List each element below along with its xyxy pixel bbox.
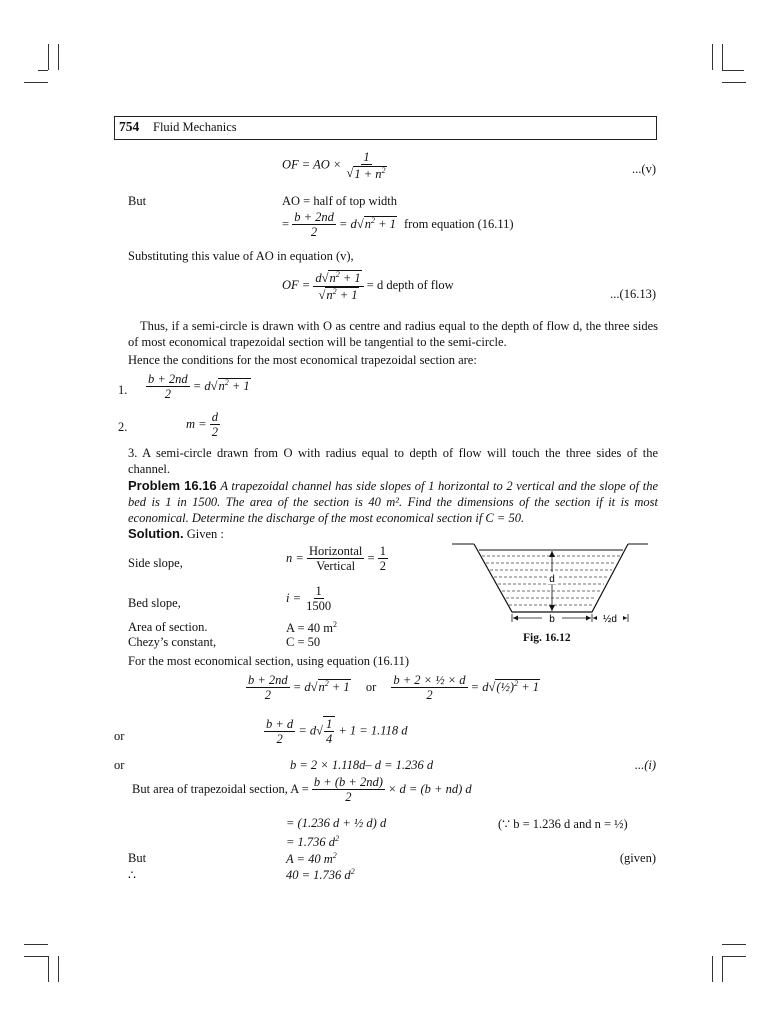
equation-note: (∵ b = 1.236 d and n = ½) xyxy=(498,817,628,831)
crop-mark xyxy=(722,956,723,982)
crop-mark xyxy=(24,944,48,945)
condition-1: $\frac{b + 2nd}{2}$ = $d√n^2 + 1$ xyxy=(148,372,250,402)
given-label: Side slope, xyxy=(128,556,183,570)
therefore-symbol: ∴ xyxy=(128,868,136,882)
equation-b-value: b = 2 × 1.118d– d = 1.236 d xyxy=(290,758,434,772)
arrow-head xyxy=(623,616,627,620)
running-title: Fluid Mechanics xyxy=(153,120,237,134)
depth-label: d xyxy=(549,574,555,585)
crop-mark xyxy=(712,956,713,982)
given-label: Area of section. xyxy=(128,620,208,634)
crop-mark xyxy=(712,44,713,70)
arrow-head xyxy=(513,616,518,621)
page-header xyxy=(114,116,657,140)
crop-mark xyxy=(722,70,744,71)
crop-mark xyxy=(722,944,746,945)
crop-mark xyxy=(48,44,49,70)
figure-caption: Fig. 16.12 xyxy=(523,632,571,644)
equation-economical: $\frac{b + 2nd}{2}$ = $d√n^2 + 1$ or $\frac{\text{b + 2 × ½ × d}}{2}$ = d√(½)$^2$ + 1 xyxy=(248,673,539,703)
condition-3: 3. A semi-circle drawn from O with radius equal to depth of flow will touch the three sides of the channel. xyxy=(128,446,658,476)
arrow-head xyxy=(549,551,555,557)
crop-mark xyxy=(722,956,746,957)
area-value: A = 40 $m^2$ xyxy=(286,620,337,636)
channel-figure xyxy=(446,538,654,624)
bottom-width-label: b xyxy=(549,614,555,624)
equation-of-depth: OF = $\frac{d√n^2 + 1}{√n^2 + 1}$ = d depth of flow xyxy=(282,270,454,302)
economical-intro: For the most economical section, using equation (16.11) xyxy=(128,654,410,668)
but-label: But xyxy=(128,194,147,208)
ao-definition: AO = half of top width xyxy=(282,194,398,208)
crop-mark xyxy=(58,44,59,70)
equation-tag: ...(16.13) xyxy=(610,287,656,301)
crop-mark xyxy=(48,956,49,982)
paragraph: Thus, if a semi-circle is drawn with O as centre and radius equal to the depth of flow d, the three sides of most economical trapezoidal section will be tangential to the semi-circle. xyxy=(128,319,658,349)
arrow-head xyxy=(593,616,597,620)
equation-tag: ...(i) xyxy=(634,758,656,772)
bed-slope-value: i = $\frac{1}{1500}$ xyxy=(286,584,332,614)
equation-area-result: = 1.736 $d^2$ xyxy=(286,834,340,850)
substituting-text: Substituting this value of AO in equation (v), xyxy=(128,249,354,263)
problem-statement: Problem 16.16 A trapezoidal channel has side slopes of 1 horizontal to 2 vertical and the slope of the bed is 1 in 1500. The area of the section is 40 m². Find the dimensions of the section if it is most economical. Determine the discharge of the most economical section if C = 50. xyxy=(128,478,659,525)
equation-of-ao: OF = AO × $\frac{1}{√1 + n^2}$ xyxy=(282,150,386,181)
crop-mark xyxy=(24,82,48,83)
crop-mark xyxy=(58,956,59,982)
given-label: Chezy’s constant, xyxy=(128,635,217,649)
condition-number: 1. xyxy=(118,383,128,397)
solution-heading: Solution. Given : xyxy=(128,526,224,541)
or-label: or xyxy=(114,758,125,772)
crop-mark xyxy=(722,82,746,83)
but-label: But xyxy=(128,851,147,865)
condition-2: m = $\frac{d}{2}$ xyxy=(186,410,218,440)
equation-ao-value: = $\frac{b + 2nd}{2}$ = $d√n^2 + 1$ from equation (16.11) xyxy=(282,210,514,240)
equation-final: 40 = 1.736 $d^2$ xyxy=(286,867,355,883)
given-label: Bed slope, xyxy=(128,596,181,610)
equation-tag: ...(v) xyxy=(632,162,656,176)
equation-area-step: = (1.236 d + ½ d) d xyxy=(286,816,387,830)
arrow-head xyxy=(549,605,555,611)
equation-simplified: $\frac{b + d}{2}$ = d√ $\frac{1}{4}$ + 1 = 1.118 d xyxy=(266,716,408,747)
equation-area: But area of trapezoidal section, A = $\frac{b + (b + 2nd)}{2}$ × d = (b + nd) d xyxy=(132,775,472,805)
equation-area-given: A = 40 $m^2$ xyxy=(286,851,337,867)
arrow-head xyxy=(586,616,591,621)
crop-mark xyxy=(38,70,48,71)
problem-label: Problem 16.16 xyxy=(128,478,217,493)
crop-mark xyxy=(722,44,723,70)
or-label: or xyxy=(114,729,125,743)
crop-mark xyxy=(24,956,48,957)
chezy-value: C = 50 xyxy=(286,635,321,649)
condition-number: 2. xyxy=(118,420,128,434)
side-slope-value: n = $\frac{\text{Horizontal}}{\text{Vertical}}$ = $\frac{1}{2}$ xyxy=(286,544,386,574)
page-number: 754 xyxy=(119,119,140,134)
given-note: (given) xyxy=(619,851,656,865)
paragraph: Hence the conditions for the most economical trapezoidal section are: xyxy=(128,353,477,367)
half-depth-label: ½d xyxy=(603,614,617,624)
